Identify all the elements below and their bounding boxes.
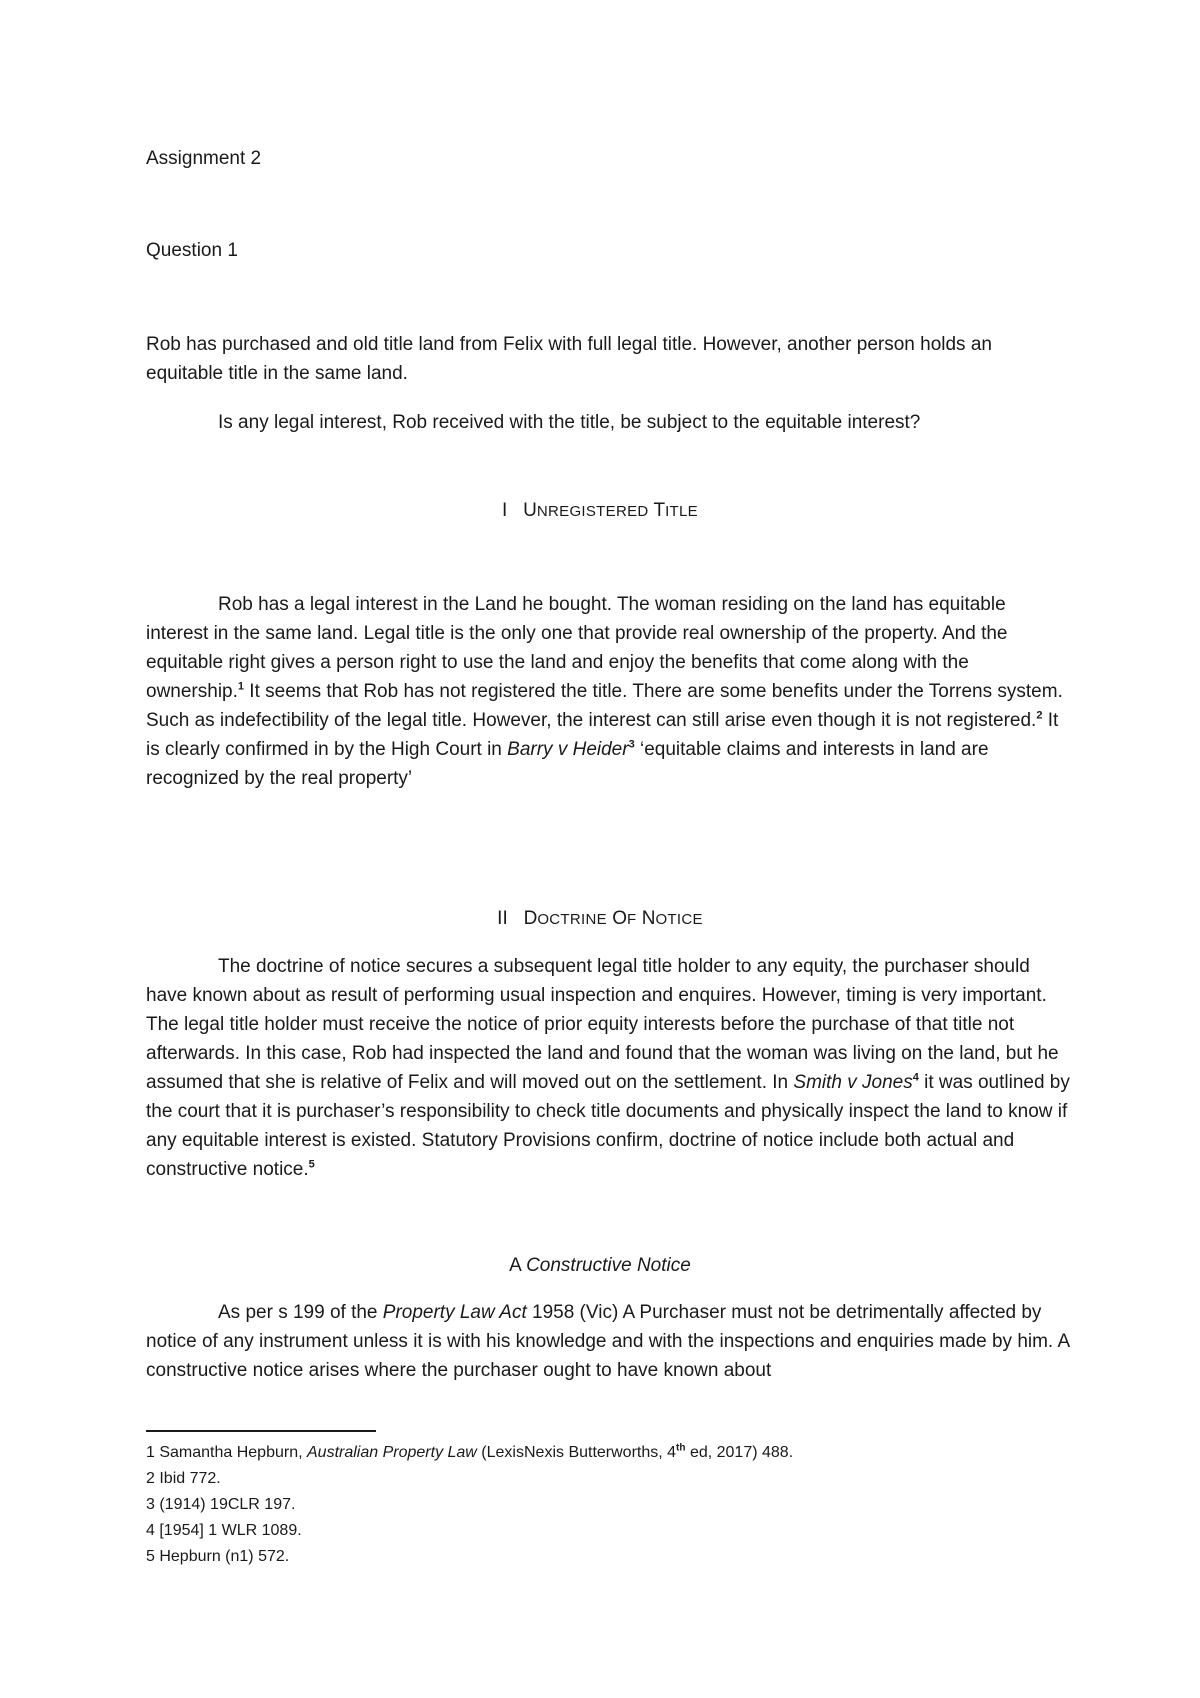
footnote-5: 5 Hepburn (n1) 572.	[146, 1548, 290, 1565]
footnote-ref-4: 4	[912, 1071, 919, 1084]
section-1-heading: I UNREGISTERED TITLE	[502, 500, 698, 521]
section-2-paragraph: The doctrine of notice secures a subsequent legal title holder to any equity, the purchaser should have known about as result of performing usual inspection and enquires. However, timing is very important. The legal title holder must receive the notice of prior equity interests before the purchase of that title not afterwards. In this case, Rob had inspected the land and found that the woman was living on the land, but he assumed that she is relative of Felix and will moved out on the settlement. In Smith v Jones$^4$ it was outlined by the court that it is purchaser’s responsibility to check title documents and physically inspect the land to know if any equitable interest is existed. Statutory Provisions confirm, doctrine of notice include both actual and constructive notice.$^5$	[146, 956, 1070, 1180]
intro-paragraph: Rob has purchased and old title land from Felix with full legal title. However, another person holds an equitable title in the same land.	[146, 334, 992, 384]
assignment-title: Assignment 2	[146, 148, 262, 169]
footnote-3: 3 (1914) 19CLR 197.	[146, 1496, 296, 1513]
section-2-heading: II DOCTRINE OF NOTICE	[497, 908, 703, 929]
footnote-ref-2: 2	[1036, 709, 1043, 722]
question-label: Question 1	[146, 240, 238, 261]
footnote-1: 1 Samantha Hepburn, Australian Property Law (LexisNexis Butterworths, 4th ed, 2017) 488.	[146, 1442, 794, 1461]
section-1-paragraph: Rob has a legal interest in the Land he bought. The woman residing on the land has equitable interest in the same land. Legal title is the only one that provide real ownership of the property. And the equitable right gives a person right to use the land and enjoy the benefits that come along with the ownership.$^1$ It seems that Rob has not registered the title. There are some benefits under the Torrens system. Such as indefectibility of the legal title. However, the interest can still arise even though it is not registered.$^2$ It is clearly confirmed in by the High Court in Barry v Heider$^3$ ‘equitable claims and interests in land are recognized by the real property’	[146, 594, 1063, 789]
act-name: Property Law Act	[382, 1302, 527, 1323]
section-1-numeral: I	[502, 500, 508, 521]
footnote-separator	[146, 1430, 376, 1432]
case-name: Smith v Jones	[793, 1072, 913, 1093]
footnote-ref-5: 5	[308, 1158, 315, 1171]
footnote-ref-3: 3	[628, 738, 635, 751]
subsection-a-heading: A Constructive Notice	[509, 1255, 691, 1276]
footnote-4: 4 [1954] 1 WLR 1089.	[146, 1522, 302, 1539]
footnote-ref-1: 1	[237, 680, 245, 693]
section-2-numeral: II	[497, 908, 508, 929]
case-name: Barry v Heider	[507, 739, 629, 760]
subsection-a-paragraph: As per s 199 of the Property Law Act 1958 (Vic) A Purchaser must not be detrimentally affected by notice of any instrument unless it is with his knowledge and with the inspections and enquiries made by him. A constructive notice arises where the purchaser ought to have known about	[146, 1302, 1070, 1381]
footnote-2: 2 Ibid 772.	[146, 1470, 221, 1487]
intro-question: Is any legal interest, Rob received with the title, be subject to the equitable interest?	[218, 412, 921, 433]
